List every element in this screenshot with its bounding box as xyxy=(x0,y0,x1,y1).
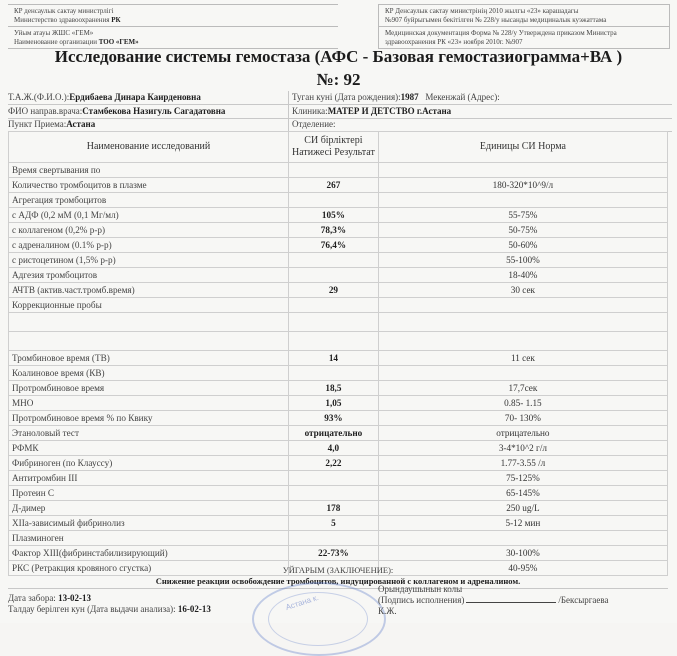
table-row xyxy=(9,381,668,396)
patient-dob-field xyxy=(288,91,672,105)
issue-date-label: Талдау берілген кун (Дата выдачи анализа): xyxy=(8,604,176,614)
test-name-cell: Фактор XIII(фибринстабилизирующий) xyxy=(9,546,289,561)
reception-point-field xyxy=(8,118,288,132)
result-cell: 29 xyxy=(289,283,379,298)
norm-cell: 75-125% xyxy=(378,471,667,486)
ministry-ru xyxy=(14,16,332,25)
header-result xyxy=(289,132,379,163)
result-cell: отрицательно xyxy=(289,426,379,441)
org-ru-bold: ТОО «ГЕМ» xyxy=(98,38,139,46)
test-name-cell: Адгезия тромбоцитов xyxy=(9,268,289,283)
norm-cell: 50-60% xyxy=(378,238,667,253)
test-name-cell: Тромбиновое время (ТВ) xyxy=(9,351,289,366)
collection-date-value: 13-02-13 xyxy=(58,593,92,603)
address-label: Мекенжай (Адрес): xyxy=(425,92,500,102)
test-name-cell: Агрегация тромбоцитов xyxy=(9,193,289,208)
test-name-cell: Антитромбин III xyxy=(9,471,289,486)
norm-cell: 3-4*10^2 г/л xyxy=(378,441,667,456)
table-row xyxy=(9,178,668,193)
result-cell xyxy=(289,268,379,283)
norm-cell xyxy=(378,298,667,313)
table-row xyxy=(9,351,668,366)
doctor-value: Стамбекова Назигуль Сагадатовна xyxy=(82,106,226,116)
test-name-cell: Д-димер xyxy=(9,501,289,516)
clinic-label: Клиника: xyxy=(292,106,328,116)
table-row xyxy=(9,208,668,223)
header-result-line-2: Натижесі Результат xyxy=(292,147,375,158)
test-name-cell: Плазминоген xyxy=(9,531,289,546)
result-cell: 22-73% xyxy=(289,546,379,561)
result-cell: 5 xyxy=(289,516,379,531)
test-name-cell: Коалиновое время (КВ) xyxy=(9,366,289,381)
norm-cell: 17,7сек xyxy=(378,381,667,396)
table-row xyxy=(9,238,668,253)
order-ru-line-1: Медицинская документация Форма № 228/у Утверждена приказом Министра xyxy=(385,29,617,37)
norm-cell: 50-75% xyxy=(378,223,667,238)
norm-cell: отрицательно xyxy=(378,426,667,441)
test-name-cell: Время свертывания по xyxy=(9,163,289,178)
doctor-label: ФИО направ.врача: xyxy=(8,106,83,116)
patient-name-label: Т.А.Ж.(Ф.И.О.): xyxy=(8,92,70,102)
executor-initials: К.Ж. xyxy=(378,606,397,616)
table-row xyxy=(9,471,668,486)
test-name-cell: с коллагеном (0,2% р-р) xyxy=(9,223,289,238)
result-cell: 78,3% xyxy=(289,223,379,238)
point-value: Астана xyxy=(66,119,96,129)
header-result-line-1: СИ бірліктері xyxy=(304,135,363,146)
norm-cell xyxy=(378,313,667,332)
department-field xyxy=(288,118,672,132)
table-row xyxy=(9,441,668,456)
norm-cell: 30-100% xyxy=(378,546,667,561)
norm-cell xyxy=(378,332,667,351)
test-name-cell: Фибриноген (по Клауссу) xyxy=(9,456,289,471)
norm-cell xyxy=(378,163,667,178)
org-kz: Уйым атауы ЖШС «ГЕМ» xyxy=(14,29,94,37)
footer-signature xyxy=(378,584,668,617)
issue-date-value: 16-02-13 xyxy=(177,604,211,614)
test-name-cell: Протромбиновое время xyxy=(9,381,289,396)
conclusion-text: Снижение реакции освобождение тромбоцитов, индуцированной с коллагеном и адреналином. xyxy=(155,576,521,586)
result-cell xyxy=(289,531,379,546)
norm-cell: 70- 130% xyxy=(378,411,667,426)
collection-date-field xyxy=(8,593,211,604)
test-name-cell: Количество тромбоцитов в плазме xyxy=(9,178,289,193)
test-name-cell: с ристоцетином (1,5% р-р) xyxy=(9,253,289,268)
footer-dates xyxy=(8,593,211,615)
norm-cell: 55-75% xyxy=(378,208,667,223)
table-row xyxy=(9,253,668,268)
collection-date-label: Дата забора: xyxy=(8,593,56,603)
result-cell xyxy=(289,332,379,351)
table-row xyxy=(9,501,668,516)
ministry-kz: КР денсаулык сактау министрлігі xyxy=(14,7,114,15)
test-name-cell xyxy=(9,313,289,332)
result-cell: 267 xyxy=(289,178,379,193)
norm-cell: 55-100% xyxy=(378,253,667,268)
organization-box xyxy=(8,26,338,49)
clinic-field xyxy=(288,105,672,119)
result-cell xyxy=(289,313,379,332)
result-cell: 93% xyxy=(289,411,379,426)
test-name-cell: Этаноловый тест xyxy=(9,426,289,441)
order-kz-line-1: КР Денсаулык сактау министрінің 2010 жылгы «23» карашадагы xyxy=(385,7,579,15)
table-row xyxy=(9,486,668,501)
header-left-block xyxy=(8,4,338,49)
result-cell: 2,22 xyxy=(289,456,379,471)
table-header-row xyxy=(9,132,668,163)
table-row xyxy=(9,332,668,351)
test-name-cell xyxy=(9,332,289,351)
norm-cell xyxy=(378,193,667,208)
test-name-cell: РФМК xyxy=(9,441,289,456)
doctor-field xyxy=(8,105,288,119)
header-test-name: Наименование исследований xyxy=(9,132,289,163)
clinic-value: МАТЕР И ДЕТСТВО г.Астана xyxy=(327,106,452,116)
table-row xyxy=(9,426,668,441)
ministry-ru-prefix: Министерство здравоохранения xyxy=(14,16,110,24)
test-name-cell: РКС (Ретракция кровяного сгустка) xyxy=(9,561,289,576)
executor-name: /Бексыргаева xyxy=(558,595,609,605)
table-row xyxy=(9,366,668,381)
result-cell: 178 xyxy=(289,501,379,516)
table-row xyxy=(9,223,668,238)
norm-cell: 18-40% xyxy=(378,268,667,283)
header-right-block xyxy=(378,4,670,49)
table-row xyxy=(9,411,668,426)
norm-cell: 180-320*10^9/л xyxy=(378,178,667,193)
test-name-cell: МНО xyxy=(9,396,289,411)
table-row xyxy=(9,396,668,411)
test-name-cell: с АДФ (0,2 мМ (0,1 Мг/мл) xyxy=(9,208,289,223)
dob-label: Туган куні (Дата рождения): xyxy=(292,92,401,102)
order-ru-line-2: здравоохранения РК «23» ноября 2010г. №907 xyxy=(385,38,523,46)
table-row xyxy=(9,163,668,178)
table-row xyxy=(9,298,668,313)
order-kz-box xyxy=(379,4,669,26)
org-ru-prefix: Наименование организации xyxy=(14,38,97,46)
ministry-ru-bold: РК xyxy=(111,16,121,24)
table-row xyxy=(9,313,668,332)
table-row xyxy=(9,268,668,283)
test-name-cell: Протромбиновое время % по Квику xyxy=(9,411,289,426)
signature-line xyxy=(466,602,556,603)
result-cell xyxy=(289,366,379,381)
ministry-box xyxy=(8,4,338,26)
norm-cell: 1.77-3.55 /л xyxy=(378,456,667,471)
table-row xyxy=(9,546,668,561)
table-row xyxy=(9,193,668,208)
issue-date-field xyxy=(8,604,211,615)
result-cell: 1,05 xyxy=(289,396,379,411)
norm-cell: 11 сек xyxy=(378,351,667,366)
result-cell xyxy=(289,163,379,178)
executor-ru: (Подпись исполнения) xyxy=(378,595,465,605)
result-cell xyxy=(289,471,379,486)
order-ru-box xyxy=(379,26,669,49)
order-kz-line-2: №907 буйрыгымен бекітілген № 228/у нысанды медициналык куэжаттама xyxy=(385,16,607,24)
patient-name-value: Ердибаева Динара Каирденовна xyxy=(69,92,201,102)
test-name-cell: Коррекционные пробы xyxy=(9,298,289,313)
department-label: Отделение: xyxy=(292,119,336,129)
result-cell: 14 xyxy=(289,351,379,366)
test-name-cell: АЧТВ (актив.част.тромб.время) xyxy=(9,283,289,298)
norm-cell xyxy=(378,531,667,546)
result-cell: 105% xyxy=(289,208,379,223)
norm-cell: 250 ug/L xyxy=(378,501,667,516)
executor-kz: Орындаушынын колы xyxy=(378,584,463,594)
result-cell xyxy=(289,298,379,313)
patient-name-field xyxy=(8,91,288,105)
executor-ru-line xyxy=(378,595,668,606)
table-row xyxy=(9,456,668,471)
report-number: №: 92 xyxy=(316,70,361,89)
table-row xyxy=(9,283,668,298)
result-cell: 76,4% xyxy=(289,238,379,253)
conclusion-heading: УЙГАРЫМ (ЗАКЛЮЧЕНИЕ): xyxy=(282,565,394,575)
norm-cell: 40-95% xyxy=(378,561,667,576)
test-name-cell: XIIа-зависимый фибринолиз xyxy=(9,516,289,531)
result-cell: 4,0 xyxy=(289,441,379,456)
table-row xyxy=(9,531,668,546)
norm-cell: 0.85- 1.15 xyxy=(378,396,667,411)
norm-cell: 30 сек xyxy=(378,283,667,298)
result-cell: 18,5 xyxy=(289,381,379,396)
norm-cell: 65-145% xyxy=(378,486,667,501)
test-name-cell: с адреналином (0.1% р-р) xyxy=(9,238,289,253)
result-cell xyxy=(289,253,379,268)
point-label: Пункт Приема: xyxy=(8,119,67,129)
stamp-text: Астана к. xyxy=(284,592,320,613)
table-row xyxy=(9,516,668,531)
report-title: Исследование системы гемостаза (АФС - Базовая гемостазиограмма+ВА ) xyxy=(54,47,623,66)
result-cell xyxy=(289,193,379,208)
result-cell xyxy=(289,486,379,501)
header-norm: Единицы СИ Норма xyxy=(378,132,667,163)
dob-value: 1987 xyxy=(400,92,419,102)
results-table xyxy=(8,131,668,576)
test-name-cell: Протеин С xyxy=(9,486,289,501)
norm-cell xyxy=(378,366,667,381)
org-ru xyxy=(14,38,332,47)
norm-cell: 5-12 мин xyxy=(378,516,667,531)
